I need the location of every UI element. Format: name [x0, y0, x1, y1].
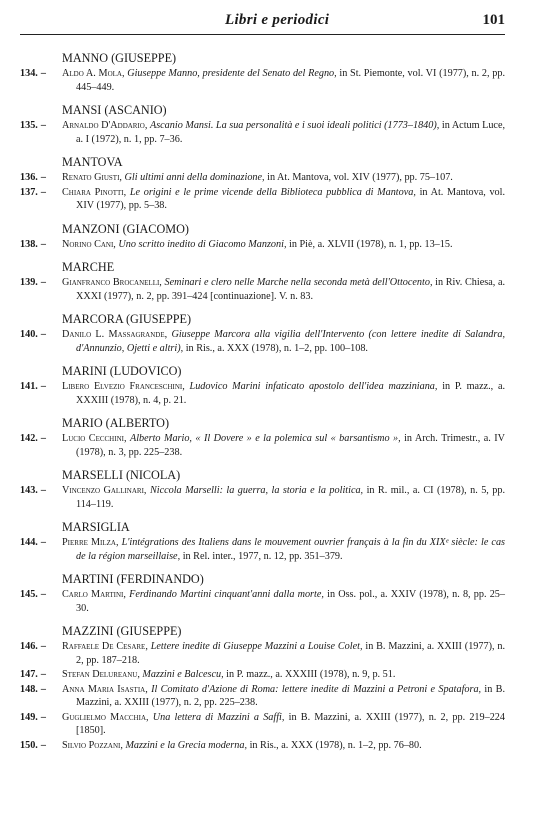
entry-number-value: 147.	[20, 669, 38, 680]
section-gap	[20, 459, 505, 467]
bibliography-entry	[20, 186, 505, 213]
entry-citation: in Actum Luce, a. I (1972), n. 1, pp. 7–36.	[76, 120, 506, 145]
entry-number	[20, 484, 46, 498]
section-heading: MANSI (ASCANIO)	[62, 103, 167, 117]
entry-title: Giuseppe Marcora alla vigilia dell'Intervento (con lettere inedite di Salandra, d'Annunzio, Ojetti e altri),	[76, 329, 506, 354]
entry-text	[62, 588, 505, 615]
entry-dash: –	[40, 329, 46, 340]
entry-number-value: 148.	[20, 683, 38, 695]
entry-title: Uno scritto inedito di Giacomo Manzoni,	[118, 238, 287, 250]
page-number: 101	[482, 12, 505, 28]
running-header	[20, 10, 505, 35]
entry-author: Lucio Cecchini,	[62, 433, 127, 444]
entry-author: Carlo Martini,	[62, 589, 126, 600]
section-heading: MARSELLI (NICOLA)	[62, 468, 181, 482]
bibliography-entry	[20, 432, 505, 459]
entry-dash: –	[40, 485, 46, 496]
bibliography-entry	[20, 380, 505, 407]
entry-author: Pierre Milza,	[62, 537, 119, 548]
entry-author: Raffaele De Cesare,	[62, 641, 148, 652]
section-gap	[20, 355, 505, 363]
entry-citation: in Ris., a. XXX (1978), n. 1–2, pp. 76–80.	[249, 739, 422, 751]
entry-number-value: 145.	[20, 589, 38, 600]
section-heading: MANZONI (GIACOMO)	[62, 221, 189, 236]
entry-number	[20, 238, 46, 252]
entry-dash: –	[40, 589, 46, 600]
entry-number-value: 134.	[20, 68, 38, 79]
entry-number	[20, 640, 46, 654]
entry-dash: –	[40, 433, 46, 444]
entry-number-value: 135.	[20, 120, 38, 131]
entry-number	[20, 328, 46, 342]
entry-citation: in At. Mantova, vol. XIV (1977), pp. 5–38.	[76, 186, 506, 211]
entry-author: Stefan Delureanu,	[62, 669, 140, 680]
entry-dash: –	[40, 537, 46, 548]
entry-text	[62, 380, 505, 407]
entry-text	[62, 536, 505, 563]
entry-text	[62, 328, 505, 355]
entry-number	[20, 119, 46, 133]
entry-number	[20, 668, 46, 682]
bibliography-entry	[20, 238, 505, 252]
bibliography-entry	[20, 588, 505, 615]
entry-title: Ferdinando Martini cinquant'anni dalla morte,	[129, 589, 324, 600]
entry-title: Niccola Marselli: la guerra, la storia e la politica,	[149, 485, 364, 496]
entry-dash: –	[40, 172, 46, 183]
entry-title: Giuseppe Manno, presidente del Senato del Regno,	[127, 68, 337, 79]
entry-number	[20, 186, 46, 200]
entry-number	[20, 67, 46, 81]
entry-citation: in B. Mazzini, a. XXIII (1977), n. 2, pp. 225–238.	[76, 683, 505, 708]
entry-author: Renato Giusti,	[62, 172, 122, 183]
entry-title: Mazzini e Balcescu,	[142, 669, 224, 680]
entry-dash: –	[40, 277, 46, 288]
section-heading: MARIO (ALBERTO)	[62, 416, 170, 430]
bibliography-entry	[20, 67, 505, 94]
entry-number	[20, 739, 46, 753]
entry-citation: in Rel. inter., 1977, n. 12, pp. 351–379.	[182, 550, 343, 562]
entry-title: Una lettera di Mazzini a Saffi,	[152, 711, 285, 723]
section-gap	[20, 94, 505, 102]
entry-citation: in St. Piemonte, vol. VI (1977), n. 2, pp. 445–449.	[76, 68, 505, 93]
entry-title: Gli ultimi anni della dominazione,	[124, 172, 265, 183]
entry-number-value: 137.	[20, 186, 38, 198]
entry-number-value: 142.	[20, 433, 38, 444]
section-gap	[20, 615, 505, 623]
entry-title: Seminari e clero nelle Marche nella seconda metà dell'Ottocento,	[164, 277, 433, 288]
entry-citation: in Piè, a. XLVII (1978), n. 1, pp. 13–15.	[289, 238, 453, 250]
entry-dash: –	[40, 683, 46, 695]
entry-number	[20, 588, 46, 602]
entry-number-value: 143.	[20, 485, 38, 496]
entry-citation: in P. mazz., a. XXXIII (1978), n. 4, p. 21.	[76, 381, 506, 406]
section-heading: MARCHE	[62, 260, 115, 274]
section-gap	[20, 407, 505, 415]
entry-dash: –	[40, 68, 46, 79]
entry-author: Anna Maria Isastia,	[62, 683, 148, 695]
section-gap	[20, 511, 505, 519]
section-gap	[20, 563, 505, 571]
entry-text	[62, 276, 505, 303]
entry-title: Lettere inedite di Giuseppe Mazzini a Louise Colet,	[150, 641, 363, 652]
bibliography-entry	[20, 276, 505, 303]
entry-dash: –	[40, 238, 46, 250]
entry-number	[20, 683, 46, 697]
section-heading: MARINI (LUDOVICO)	[62, 364, 182, 378]
entry-author: Gianfranco Brocanelli,	[62, 277, 162, 288]
entry-citation: in Ris., a. XXX (1978), n. 1–2, pp. 100–108.	[185, 342, 368, 354]
entry-number-value: 150.	[20, 739, 38, 751]
bibliography-entry	[20, 711, 505, 738]
bibliography-entry	[20, 739, 505, 753]
section-gap	[20, 303, 505, 311]
entry-author: Vincenzo Gallinari,	[62, 485, 147, 496]
section-gap	[20, 213, 505, 221]
bibliography-entry	[20, 119, 505, 146]
entry-number-value: 139.	[20, 277, 38, 288]
bibliography-entry	[20, 484, 505, 511]
entry-dash: –	[40, 669, 46, 680]
entry-number-value: 141.	[20, 381, 38, 392]
entry-number-value: 146.	[20, 641, 38, 652]
bibliography-entry	[20, 640, 505, 667]
section-heading: MANNO (GIUSEPPE)	[62, 51, 177, 65]
entry-author: Chiara Pinotti,	[62, 186, 127, 198]
entry-title: L'intégrations des Italiens dans le mouvement ouvrier français à la fin du XIXᵉ siècle: le cas de la région marseillaise,	[76, 537, 505, 562]
entry-number-value: 136.	[20, 172, 38, 183]
entry-number-value: 140.	[20, 329, 38, 340]
entry-citation: in Oss. pol., a. XXIV (1978), n. 8, pp. 25–30.	[76, 589, 505, 614]
running-title: Libri e periodici	[225, 12, 330, 28]
entry-number	[20, 432, 46, 446]
entry-citation: in Riv. Chiesa, a. XXXI (1977), n. 2, pp. 391–424 [continuazione]. V. n. 83.	[76, 277, 506, 302]
section-heading: MAZZINI (GIUSEPPE)	[62, 624, 182, 638]
entry-title: Il Comitato d'Azione di Roma: lettere inedite di Mazzini a Petroni e Spatafora,	[151, 683, 482, 695]
section-gap	[20, 251, 505, 259]
entry-text	[62, 711, 505, 738]
section-gap	[20, 146, 505, 154]
entry-title: Mazzini e la Grecia moderna,	[125, 739, 248, 751]
bibliography-entry	[20, 536, 505, 563]
entry-text	[62, 238, 505, 252]
entry-text	[62, 484, 505, 511]
entry-title: Alberto Mario, « Il Dovere » e la polemica sul « barsantismo »,	[129, 433, 401, 444]
section-heading: MARCORA (GIUSEPPE)	[62, 312, 192, 326]
entry-citation: in Arch. Trimestr., a. IV (1978), n. 3, pp. 225–238.	[76, 433, 506, 458]
entry-number	[20, 711, 46, 725]
entry-number	[20, 276, 46, 290]
bibliography-list	[20, 50, 505, 752]
entry-number	[20, 380, 46, 394]
entry-author: Danilo L. Massagrande,	[62, 329, 168, 340]
entry-text	[62, 119, 505, 146]
entry-number	[20, 171, 46, 185]
section-heading: MANTOVA	[62, 155, 123, 169]
entry-number-value: 138.	[20, 238, 38, 250]
entry-dash: –	[40, 641, 46, 652]
entry-citation: in P. mazz., a. XXXIII (1978), n. 9, p. 51.	[226, 669, 396, 680]
bibliography-entry	[20, 668, 505, 682]
entry-text	[62, 171, 505, 185]
entry-dash: –	[40, 711, 46, 723]
entry-number-value: 144.	[20, 537, 38, 548]
entry-author: Arnaldo D'Addario,	[62, 120, 148, 131]
bibliography-entry	[20, 171, 505, 185]
entry-author: Aldo A. Mola,	[62, 68, 125, 79]
entry-title: Ludovico Marini infaticato apostolo dell'idea mazziniana,	[189, 381, 438, 392]
entry-dash: –	[40, 381, 46, 392]
entry-author: Silvio Pozzani,	[62, 739, 123, 751]
entry-text	[62, 739, 505, 753]
entry-number	[20, 536, 46, 550]
entry-text	[62, 432, 505, 459]
entry-text	[62, 683, 505, 710]
entry-citation: in B. Mazzini, a. XXIII (1977), n. 2, pp. 219–224 [1850].	[76, 711, 505, 736]
entry-citation: in At. Mantova, vol. XIV (1977), pp. 75–107.	[267, 172, 453, 183]
entry-citation: in B. Mazzini, a. XXIII (1977), n. 2, pp. 187–218.	[76, 641, 506, 666]
section-heading: MARTINI (FERDINANDO)	[62, 572, 204, 586]
entry-author: Guglielmo Macchia,	[62, 711, 149, 723]
entry-text	[62, 67, 505, 94]
entry-dash: –	[40, 739, 46, 751]
entry-title: Le origini e le prime vicende della Biblioteca pubblica di Mantova,	[129, 186, 416, 198]
entry-author: Norino Cani,	[62, 238, 116, 250]
entry-title: Ascanio Mansi. La sua personalità e i suoi ideali politici (1773–1840),	[149, 120, 440, 131]
entry-text	[62, 640, 505, 667]
entry-dash: –	[40, 120, 46, 131]
bibliography-entry	[20, 328, 505, 355]
bibliography-entry	[20, 683, 505, 710]
entry-number-value: 149.	[20, 711, 38, 723]
entry-text	[62, 668, 505, 682]
entry-dash: –	[40, 186, 46, 198]
entry-author: Libero Elvezio Franceschini,	[62, 381, 185, 392]
section-heading: MARSIGLIA	[62, 520, 130, 534]
entry-text	[62, 186, 505, 213]
entry-citation: in R. mil., a. CI (1978), n. 5, pp. 114–119.	[76, 485, 506, 510]
